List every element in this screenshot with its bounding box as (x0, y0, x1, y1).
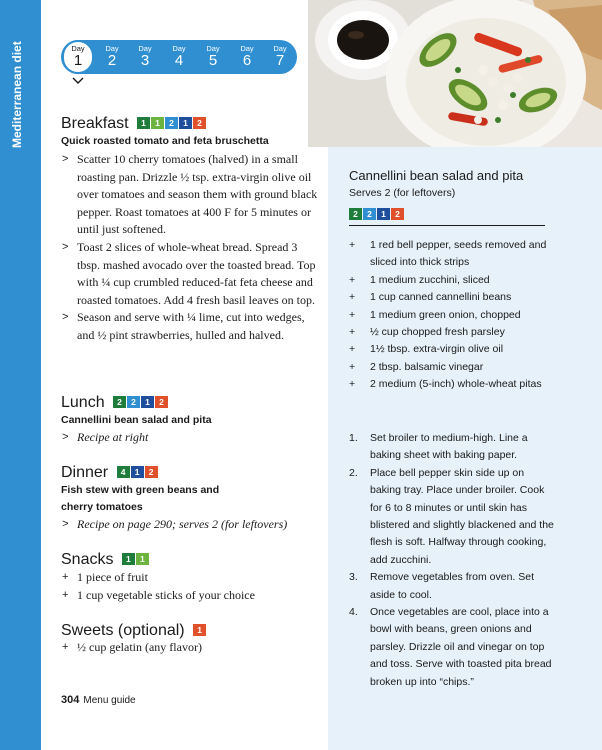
plus-icon: + (349, 326, 356, 339)
serving-badge: 1 (131, 466, 144, 478)
serving-badge: 4 (117, 466, 130, 478)
list-item: 3. Remove vegetables from oven. Set aside to cool. (349, 571, 535, 601)
list-item: 2. Place bell pepper skin side up on baking tray. Place under broiler. Cook for 6 to 8 minutes or until skin has blistered and slightly blackened and the flesh is soft. Halfway through cooking, add zucchini. (349, 466, 554, 566)
chevron-down-icon (72, 76, 84, 86)
snacks-badges (122, 549, 150, 567)
list-item: 1. Set broiler to medium-high. Line a baking sheet with baking paper. (349, 432, 528, 462)
lunch-heading: Lunch 2 2 1 2 (61, 392, 169, 412)
chevron-right-icon: > (62, 518, 69, 530)
list-item: + 2 tbsp. balsamic vinegar (349, 359, 549, 376)
recipe-panel-title: Cannellini bean salad and pita (349, 168, 524, 183)
recipe-badges (349, 204, 405, 222)
serving-badge: 1 (377, 208, 390, 220)
plus-icon: + (349, 378, 356, 391)
divider (349, 225, 545, 226)
list-item: + ½ cup gelatin (any flavor) (61, 639, 319, 657)
plus-icon: + (349, 291, 356, 304)
list-item: 4. Once vegetables are cool, place into a bowl with beans, green onions and parsley. Drizzle oil and vinegar on top and toss. Serve with toasted pita bread broken up into “chips.” (349, 606, 552, 688)
list-item: + 2 medium (5-inch) whole-wheat pitas (349, 376, 549, 393)
lunch-steps (61, 429, 319, 447)
serving-badge: 1 (193, 624, 206, 636)
breakfast-recipe-title: Quick roasted tomato and feta bruschetta (61, 135, 269, 147)
sweets-heading: Sweets (optional) 1 (61, 620, 207, 640)
breakfast-badges (137, 113, 207, 131)
list-item: + ½ cup chopped fresh parsley (349, 324, 549, 341)
serving-badge: 2 (113, 396, 126, 408)
snacks-heading: Snacks 1 1 (61, 549, 150, 569)
day-tab-1[interactable]: Day 1 (62, 40, 94, 74)
chevron-right-icon: > (62, 311, 69, 324)
list-item: > Season and serve with ¼ lime, cut into wedges, and ½ pint strawberries, hulled and halved. (62, 310, 305, 342)
snacks-list (61, 569, 319, 604)
dinner-recipe-title: Fish stew with green beans and (61, 484, 220, 496)
plus-icon: + (349, 239, 356, 251)
dinner-recipe-title-2: cherry tomatoes (61, 501, 143, 513)
list-item: + 1 cup vegetable sticks of your choice (61, 587, 319, 605)
section-title: Mediterranean diet (10, 41, 24, 148)
footer-label: Menu guide (83, 695, 136, 706)
serving-badge: 1 (136, 553, 149, 565)
day-tab-3[interactable]: Day 3 (138, 44, 152, 69)
lunch-recipe-title: Cannellini bean salad and pita (61, 414, 212, 426)
list-item: + 1 red bell pepper, seeds removed and sliced into thick strips (349, 239, 547, 269)
serving-badge: 1 (137, 117, 150, 129)
list-item[interactable]: > Recipe on page 290; serves 2 (for leftovers) (61, 516, 319, 534)
plus-icon: + (349, 343, 356, 356)
day-tab-5[interactable]: Day 5 (206, 44, 220, 69)
serving-badge: 1 (151, 117, 164, 129)
plus-icon: + (349, 360, 356, 373)
breakfast-steps (61, 151, 319, 345)
day-tab-2[interactable]: Day 2 (105, 44, 119, 69)
list-item: + 1 medium green onion, chopped (349, 307, 549, 324)
dinner-badges (117, 462, 159, 480)
list-item: > Toast 2 slices of whole-wheat bread. Spread 3 tbsp. mashed avocado over the toasted bread. Top with ¼ cup crumbled reduced-fat feta cheese and roasted tomatoes. Add 4 fresh basil leaves on top. (62, 239, 316, 307)
list-item: + 1 cup canned cannellini beans (349, 289, 549, 306)
plus-icon: + (62, 641, 69, 653)
chevron-right-icon: > (62, 431, 69, 443)
plus-icon: + (62, 571, 69, 583)
sweets-list (61, 639, 319, 657)
chevron-right-icon: > (62, 240, 69, 253)
page-footer (61, 694, 136, 706)
salad-plate-image (308, 0, 602, 147)
list-item[interactable]: > Recipe at right (61, 429, 319, 447)
list-item: + 1 medium zucchini, sliced (349, 272, 549, 289)
day-tab-6[interactable]: Day 6 (240, 44, 254, 69)
day-tab-7[interactable]: Day 7 (273, 44, 287, 69)
chevron-right-icon: > (62, 153, 69, 165)
page-number: 304 (61, 694, 80, 706)
ingredient-list (349, 237, 549, 394)
serving-badge: 2 (193, 117, 206, 129)
serving-badge: 2 (145, 466, 158, 478)
lunch-badges (113, 392, 169, 410)
directions-list (349, 430, 554, 691)
list-item: > Scatter 10 cherry tomatoes (halved) in a small roasting pan. Drizzle ½ tsp. extra-virgin olive oil over tomatoes and season them with ground black pepper. Roast tomatoes at 400 F for 5 minutes or until just softened. (62, 152, 318, 237)
serving-badge: 2 (391, 208, 404, 220)
day-selector (61, 40, 297, 74)
recipe-serves: Serves 2 (for leftovers) (349, 187, 456, 199)
food-photo (308, 0, 602, 147)
serving-badge: 2 (363, 208, 376, 220)
serving-badge: 2 (165, 117, 178, 129)
serving-badge: 1 (179, 117, 192, 129)
list-item: + 1½ tbsp. extra-virgin olive oil (349, 341, 549, 358)
plus-icon: + (62, 588, 69, 601)
serving-badge: 1 (141, 396, 154, 408)
plus-icon: + (349, 308, 356, 321)
serving-badge: 2 (127, 396, 140, 408)
list-item: + 1 piece of fruit (61, 569, 319, 587)
plus-icon: + (349, 273, 356, 286)
serving-badge: 2 (349, 208, 362, 220)
dinner-steps (61, 516, 319, 534)
breakfast-heading: Breakfast 1 1 2 1 2 (61, 113, 207, 133)
dinner-heading: Dinner 4 1 2 (61, 462, 159, 482)
sweets-badges (193, 620, 207, 638)
day-tab-4[interactable]: Day 4 (172, 44, 186, 69)
serving-badge: 1 (122, 553, 135, 565)
serving-badge: 2 (155, 396, 168, 408)
